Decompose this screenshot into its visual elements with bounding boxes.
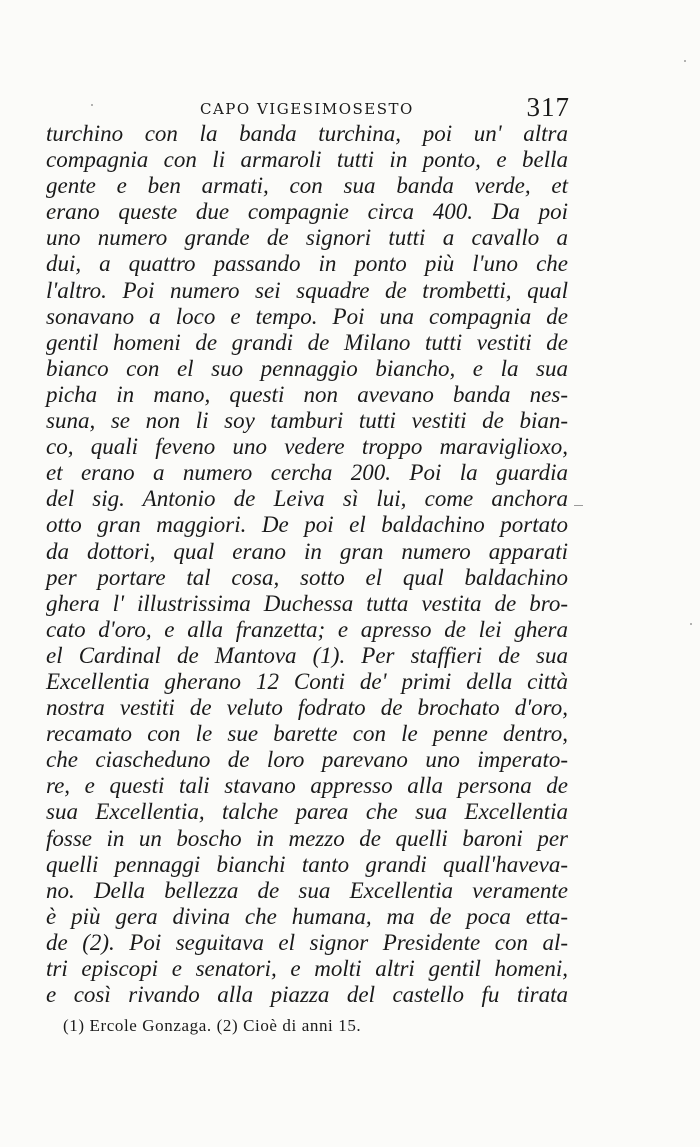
text-line: re, e questi tali stavano appresso alla persona de [46, 773, 568, 799]
text-line: recamato con le sue barette con le penne dentro, [46, 721, 568, 747]
text-line: bianco con el suo pennaggio biancho, e la sua [46, 355, 568, 381]
text-line: suna, se non li soy tamburi tutti vestiti de bian- [46, 408, 568, 434]
page-number: 317 [526, 92, 570, 122]
text-line: erano queste due compagnie circa 400. Da poi [46, 199, 568, 225]
text-line: e così rivando alla piazza del castello fu tirata [46, 982, 568, 1008]
text-line: otto gran maggiori. De poi el baldachino portato [46, 512, 568, 538]
text-line: quelli pennaggi bianchi tanto grandi quall'haveva- [46, 851, 568, 877]
text-line: et erano a numero cercha 200. Poi la guardia [46, 460, 568, 486]
text-line: no. Della bellezza de sua Excellentia veramente [46, 877, 568, 903]
text-line: sonavano a loco e tempo. Poi una compagnia de [46, 303, 568, 329]
scan-speck [684, 60, 686, 62]
scan-speck [91, 104, 93, 106]
scan-speck [574, 505, 583, 506]
text-line: è più gera divina che humana, ma de poca etta- [46, 903, 568, 929]
text-line: fosse in un boscho in mezzo de quelli baroni per [46, 825, 568, 851]
footnotes: (1) Ercole Gonzaga. (2) Cioè di anni 15. [63, 1016, 362, 1035]
text-line: da dottori, qual erano in gran numero apparati [46, 538, 568, 564]
text-line: dui, a quattro passando in ponto più l'uno che [46, 251, 568, 277]
text-line: turchino con la banda turchina, poi un' altra [46, 121, 568, 146]
text-line: sua Excellentia, talche parea che sua Excellentia [46, 799, 568, 825]
text-line: per portare tal cosa, sotto el qual baldachino [46, 564, 568, 590]
text-line: de (2). Poi seguitava el signor Presidente con al- [46, 929, 568, 955]
body-text [46, 121, 568, 1008]
text-line: el Cardinal de Mantova (1). Per staffieri de sua [46, 642, 568, 668]
text-line: che ciascheduno de loro parevano uno imperato- [46, 747, 568, 773]
text-line: del sig. Antonio de Leiva sì lui, come anchora [46, 486, 568, 512]
text-line: co, quali feveno uno vedere troppo maraviglioxo, [46, 434, 568, 460]
text-line: l'altro. Poi numero sei squadre de trombetti, qual [46, 277, 568, 303]
scan-speck [690, 623, 692, 625]
text-line: picha in mano, questi non avevano banda nes- [46, 381, 568, 407]
text-line: ghera l' illustrissima Duchessa tutta vestita de bro- [46, 590, 568, 616]
text-line: tri episcopi e senatori, e molti altri gentil homeni, [46, 956, 568, 981]
text-line: uno numero grande de signori tutti a cavallo a [46, 225, 568, 251]
text-line: Excellentia gherano 12 Conti de' primi della città [46, 668, 568, 694]
text-line: nostra vestiti de veluto fodrato de brochato d'oro, [46, 695, 568, 721]
text-line: cato d'oro, e alla franzetta; e apresso de lei ghera [46, 616, 568, 642]
text-line: gentil homeni de grandi de Milano tutti vestiti de [46, 329, 568, 355]
text-line: compagnia con li armaroli tutti in ponto, e bella [46, 147, 568, 173]
chapter-title: CAPO VIGESIMOSESTO [200, 100, 414, 118]
text-line: gente e ben armati, con sua banda verde, et [46, 173, 568, 199]
